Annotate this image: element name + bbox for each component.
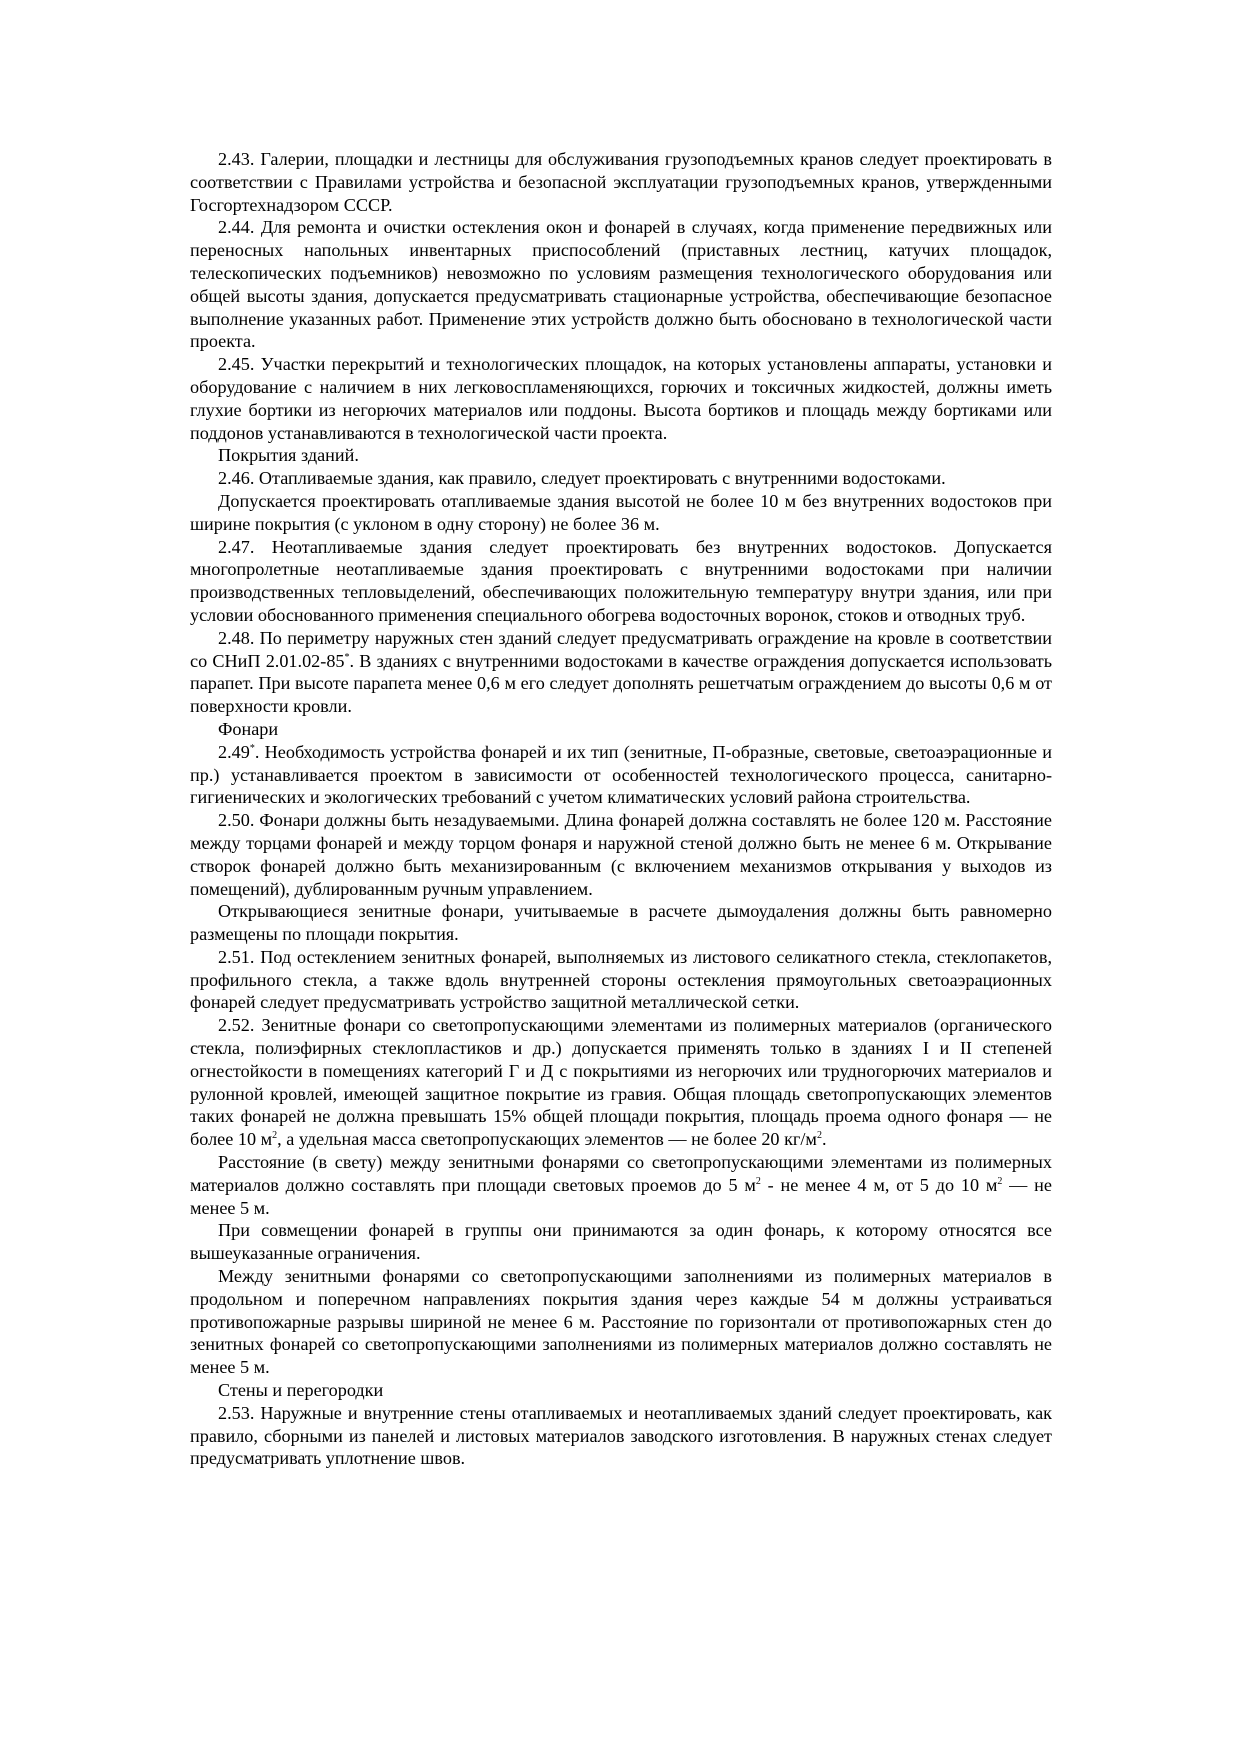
paragraph-2-49 <box>190 741 1052 809</box>
footnote-mark: * <box>344 651 350 663</box>
paragraph-2-48-text: 2.48. По периметру наружных стен зданий следует предусматривать ограждение на кровле в соответствии со СНиП 2.01.02-85 <box>190 627 1052 671</box>
paragraph-2-52-text: 2.52. Зенитные фонари со светопропускающими элементами из полимерных материалов (органического стекла, полиэфирных стеклопластиков и др.) допускается применять только в зданиях I и II степеней огнестойкости в помещениях категорий Г и Д с покрытиями из негорючих или трудногорючих материалов и рулонной кровлей, имеющей защитное покрытие из гравия. Общая площадь светопропускающих элементов таких фонарей не должна превышать 15% общей площади покрытия, площадь проема одного фонаря — не более 10 м <box>190 1015 1052 1150</box>
paragraph-2-50-continued: Открывающиеся зенитные фонари, учитываемые в расчете дымоудаления должны быть равномерно размещены по площади покрытия. <box>190 901 1052 945</box>
paragraph-2-52-end: . <box>821 1129 827 1150</box>
paragraph-grouping: При совмещении фонарей в группы они принимаются за один фонарь, к которому относятся все вышеуказанные ограничения. <box>190 1220 1052 1264</box>
paragraph-2-52-text-cont: , а удельная масса светопропускающих элементов — не более 20 кг/м <box>277 1129 817 1150</box>
paragraph-2-49-number: 2.49 <box>218 741 250 762</box>
section-heading-lanterns: Фонари <box>218 718 279 739</box>
paragraph-distance-text-cont: - не менее 4 м, от 5 до 10 м <box>760 1174 998 1195</box>
section-heading-walls: Стены и перегородки <box>218 1380 384 1401</box>
paragraph-2-48 <box>190 627 1052 718</box>
superscript-2: 2 <box>816 1130 822 1142</box>
paragraph-2-45: 2.45. Участки перекрытий и технологических площадок, на которых установлены аппараты, установки и оборудование с наличием в них легковоспламеняющихся, горючих и токсичных жидкостей, должны иметь глухие бортики из негорючих материалов или поддоны. Высота бортиков и площадь между бортиками или поддонов устанавливаются в технологической части проекта. <box>190 354 1052 443</box>
paragraph-2-53: 2.53. Наружные и внутренние стены отапливаемых и неотапливаемых зданий следует проектировать, как правило, сборными из панелей и листовых материалов заводского изготовления. В наружных стенах следует предусматривать уплотнение швов. <box>190 1402 1052 1469</box>
paragraph-2-48-text-cont: . В зданиях с внутренними водостоками в качестве ограждения допускается использовать парапет. При высоте парапета менее 0,6 м его следует дополнять решетчатым ограждением до высоты 0,6 м от поверхности кровли. <box>190 650 1052 717</box>
paragraph-2-49-text: . Необходимость устройства фонарей и их тип (зенитные, П-образные, световые, светоаэрационные и пр.) устанавливается проектом в зависимости от особенностей технологического процесса, санитарно-гигиенических и экологических требований с учетом климатических условий района строительства. <box>190 741 1052 808</box>
footnote-mark: * <box>249 742 255 754</box>
paragraph-2-47: 2.47. Неотапливаемые здания следует проектировать без внутренних водостоков. Допускается многопролетные неотапливаемые здания проектировать с внутренними водостоками при наличии производственных тепловыделений, обеспечивающих положительную температуру внутри здания, или при условии обоснованного применения специального обогрева водосточных воронок, стоков и отводных труб. <box>190 536 1052 625</box>
paragraph-distance <box>190 1151 1052 1219</box>
paragraph-2-50: 2.50. Фонари должны быть незадуваемыми. Длина фонарей должна составлять не более 120 м. Расстояние между торцами фонарей и между торцом фонаря и наружной стеной должно быть не менее 6 м. Открывание створок фонарей должно быть механизированным (с включением механизмов открывания у выходов из помещений), дублированным ручным управлением. <box>190 810 1052 899</box>
paragraph-2-46-continued: Допускается проектировать отапливаемые здания высотой не более 10 м без внутренних водостоков при ширине покрытия (с уклоном в одну сторону) не более 36 м. <box>190 490 1052 534</box>
paragraph-2-52 <box>190 1014 1052 1151</box>
superscript-2: 2 <box>272 1130 278 1142</box>
superscript-2: 2 <box>997 1175 1003 1187</box>
paragraph-2-51: 2.51. Под остеклением зенитных фонарей, выполняемых из листового селикатного стекла, стеклопакетов, профильного стекла, а также вдоль внутренней стороны остекления прямоугольных светоаэрационных фонарей следует предусматривать устройство защитной металлической сетки. <box>190 946 1052 1013</box>
paragraph-fire-breaks: Между зенитными фонарями со светопропускающими заполнениями из полимерных материалов в продольном и поперечном направлениях покрытия здания через каждые 54 м должны устраиваться противопожарные разрывы шириной не менее 6 м. Расстояние по горизонтали от противопожарных стен до зенитных фонарей со светопропускающими заполнениями из полимерных материалов должно составлять не менее 5 м. <box>190 1266 1052 1378</box>
paragraph-distance-text: Расстояние (в свету) между зенитными фонарями со светопропускающими элементами из полимерных материалов должно составлять при площади световых проемов до 5 м <box>190 1152 1052 1195</box>
document-page <box>190 148 1052 1470</box>
section-heading-roofs: Покрытия зданий. <box>218 445 359 466</box>
paragraph-2-43: 2.43. Галерии, площадки и лестницы для обслуживания грузоподъемных кранов следует проектировать в соответствии с Правилами устройства и безопасной эксплуатации грузоподъемных кранов, утвержденными Госгортехнадзором СССР. <box>190 149 1052 215</box>
paragraph-2-44: 2.44. Для ремонта и очистки остекления окон и фонарей в случаях, когда применение передвижных или переносных напольных инвентарных приспособлений (приставных лестниц, катучих площадок, телескопических подъемников) невозможно по условиям размещения технологического оборудования или общей высоты здания, допускается предусматривать стационарные устройства, обеспечивающие безопасное выполнение указанных работ. Применение этих устройств должно быть обосновано в технологической части проекта. <box>190 217 1052 352</box>
paragraph-distance-end: — не менее 5 м. <box>190 1174 1052 1218</box>
superscript-2: 2 <box>755 1175 761 1187</box>
paragraph-2-46: 2.46. Отапливаемые здания, как правило, следует проектировать с внутренними водостоками. <box>218 468 946 489</box>
